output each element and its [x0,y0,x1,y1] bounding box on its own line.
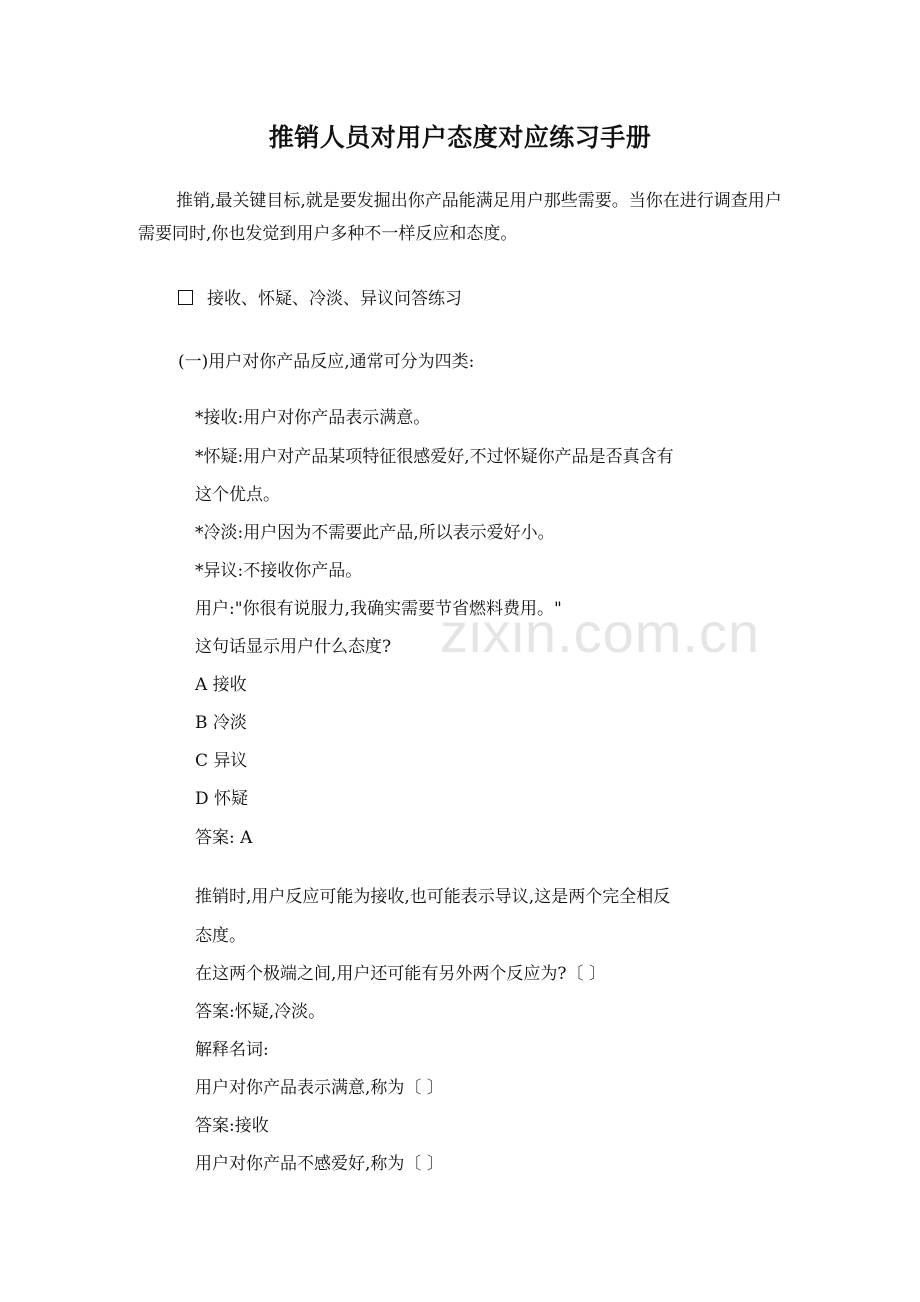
watermark: zixin.com.cn [440,601,761,664]
question-text: 用户对你产品不感爱好,称为〔 〕 [195,1154,444,1174]
option-d: D 怀疑 [195,789,249,809]
option-c: C 异议 [195,751,248,771]
section-heading [178,287,462,311]
list-item: 推销时,用户反应可能为接收,也可能表示导议,这是两个完全相反 [195,887,671,907]
list-item: *异议:不接收你产品。 [195,561,363,581]
checkbox-icon [178,290,193,305]
list-item: *冷淡:用户因为不需要此产品,所以表示爱好小。 [195,523,555,543]
intro-paragraph: 推销,最关键目标,就是要发掘出你产品能满足用户那些需要。当你在进行调查用户需要同时,你也发觉到用户多种不一样反应和态度。 [138,191,782,244]
option-a: A 接收 [195,675,247,695]
customer-quote: 用户:"你很有说服力,我确实需要节省燃料费用。" [195,599,562,619]
option-b: B 冷淡 [195,713,247,733]
list-item: *接收:用户对你产品表示满意。 [195,408,431,428]
answer-text: 答案: A [195,828,253,848]
list-item: 解释名词: [195,1040,269,1060]
list-item: 态度。 [195,926,246,946]
document-title: 推销人员对用户态度对应练习手册 [268,123,652,152]
subsection-heading: (一)用户对你产品反应,通常可分为四类: [178,352,475,372]
answer-text: 答案:怀疑,冷淡。 [195,1002,326,1022]
question-text: 这句话显示用户什么态度? [195,637,392,657]
list-item: 这个优点。 [195,485,280,505]
list-item: *怀疑:用户对产品某项特征很感爱好,不过怀疑你产品是否真含有 [195,447,674,467]
section-heading-text: 接收、怀疑、冷淡、异议问答练习 [207,289,462,309]
question-text: 在这两个极端之间,用户还可能有另外两个反应为?〔 〕 [195,964,606,984]
answer-text: 答案:接收 [195,1116,269,1136]
question-text: 用户对你产品表示满意,称为〔 〕 [195,1078,444,1098]
